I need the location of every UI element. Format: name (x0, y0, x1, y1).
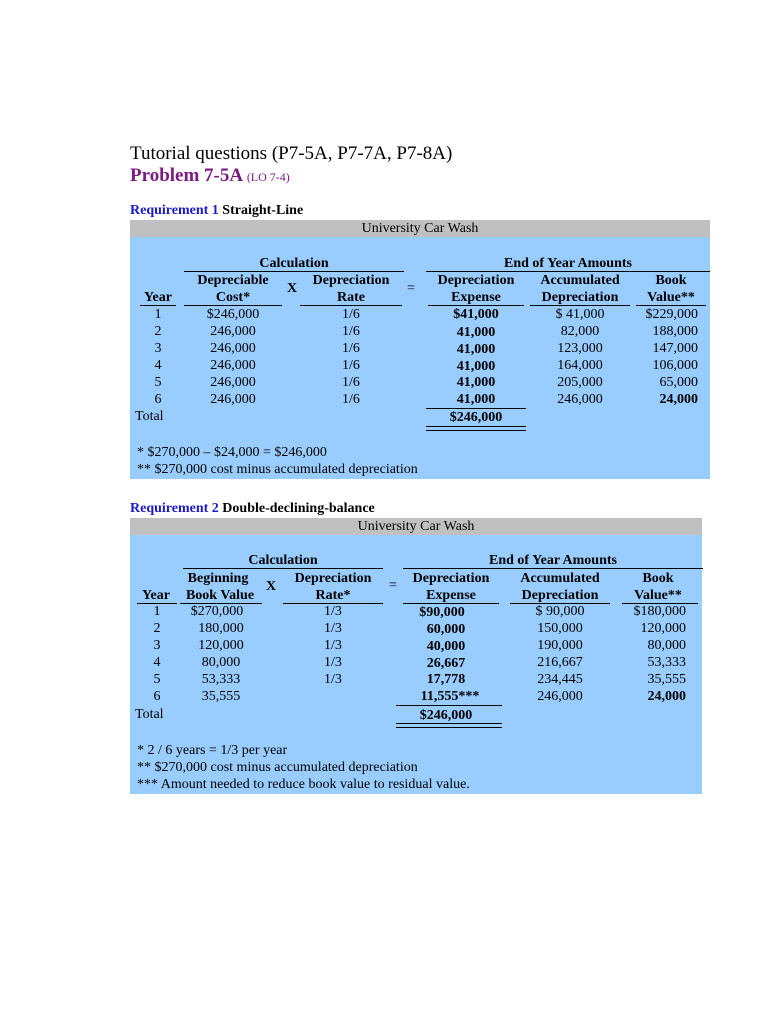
requirement-2-heading (130, 501, 375, 517)
year-header: Year (142, 588, 170, 603)
expense-header-1: Depreciation (412, 571, 490, 586)
total-value: $246,000 (419, 708, 473, 723)
expense-cell: 60,000 (426, 622, 466, 637)
rate-cell: 1/6 (342, 358, 360, 373)
book-value-cell: 24,000 (659, 392, 698, 407)
depreciation-rate-header-2: Rate* (315, 588, 351, 603)
cost-cell: 246,000 (210, 392, 256, 407)
year-cell: 3 (154, 341, 162, 356)
problem-heading (130, 165, 290, 187)
cost-header: Cost* (215, 290, 251, 305)
book-value-cell: 53,333 (201, 672, 241, 687)
requirement-1-title: Straight-Line (222, 203, 304, 218)
expense-cell: 41,000 (456, 392, 496, 407)
total-label: Total (135, 707, 164, 722)
book-value-header-2: Value** (647, 290, 695, 305)
footnote: ** $270,000 cost minus accumulated depreciation (137, 760, 418, 775)
accumulated-cell: $ 41,000 (555, 307, 605, 322)
rate-cell: 1/3 (324, 638, 342, 653)
divider (396, 705, 502, 706)
end-book-value-cell: $180,000 (633, 604, 686, 619)
expense-cell: 41,000 (456, 342, 496, 357)
cost-cell: 246,000 (210, 324, 256, 339)
double-underline (426, 426, 526, 431)
total-value: $246,000 (449, 410, 503, 425)
depreciation-rate-header-1: Depreciation (294, 571, 372, 586)
multiply-operator: X (287, 281, 298, 296)
divider (403, 568, 703, 569)
end-book-value-cell: 24,000 (647, 689, 686, 704)
accumulated-cell: 205,000 (557, 375, 603, 390)
rate-cell: 1/6 (342, 392, 360, 407)
requirement-2-label: Requirement 2 (130, 501, 219, 516)
book-value-cell: 80,000 (201, 655, 241, 670)
year-cell: 4 (154, 358, 162, 373)
year-cell: 3 (153, 638, 161, 653)
year-header: Year (144, 290, 172, 305)
book-value-cell: $270,000 (190, 604, 244, 619)
book-value-header-1: Book (655, 273, 687, 288)
footnote: * $270,000 – $24,000 = $246,000 (137, 445, 327, 460)
rate-cell: 1/6 (342, 324, 360, 339)
accumulated-cell: 190,000 (537, 638, 583, 653)
expense-cell: 26,667 (426, 656, 466, 671)
accumulated-cell: 164,000 (557, 358, 603, 373)
accumulated-header-1: Accumulated (520, 571, 600, 586)
year-cell: 1 (153, 604, 161, 619)
end-book-value-cell: 120,000 (640, 621, 686, 636)
company-band: University Car Wash (130, 220, 710, 237)
accumulated-cell: 246,000 (557, 392, 603, 407)
accumulated-cell: 82,000 (560, 324, 600, 339)
cost-cell: 246,000 (210, 341, 256, 356)
expense-cell: $90,000 (419, 605, 465, 620)
learning-objective: (LO 7-4) (246, 170, 290, 184)
tutorial-title: Tutorial questions (P7-5A, P7-7A, P7-8A) (130, 143, 453, 164)
book-value-cell: 106,000 (652, 358, 698, 373)
calculation-heading: Calculation (248, 553, 318, 568)
footnote: * 2 / 6 years = 1/3 per year (137, 743, 288, 758)
book-value-cell: 120,000 (198, 638, 244, 653)
rate-cell: 1/3 (324, 672, 342, 687)
equals-operator: = (389, 578, 397, 593)
year-cell: 2 (154, 324, 162, 339)
requirement-1-label: Requirement 1 (130, 203, 219, 218)
book-value-cell: 65,000 (659, 375, 698, 390)
rate-cell: 1/3 (324, 655, 342, 670)
accumulated-header-2: Depreciation (521, 588, 599, 603)
book-value-cell: 35,555 (201, 689, 241, 704)
rate-cell: 1/6 (342, 375, 360, 390)
accumulated-header-1: Accumulated (540, 273, 620, 288)
multiply-operator: X (266, 579, 277, 594)
accumulated-cell: 123,000 (557, 341, 603, 356)
cost-cell: 246,000 (210, 358, 256, 373)
depreciation-rate-header-2: Rate (337, 290, 365, 305)
expense-header-2: Expense (451, 290, 501, 305)
expense-header-1: Depreciation (437, 273, 515, 288)
footnote: ** $270,000 cost minus accumulated depreciation (137, 462, 418, 477)
book-value-cell: 147,000 (652, 341, 698, 356)
company-band: University Car Wash (130, 518, 702, 535)
year-cell: 1 (154, 307, 162, 322)
expense-header-2: Expense (426, 588, 476, 603)
expense-cell: $41,000 (453, 307, 499, 322)
end-book-value-cell: 80,000 (647, 638, 686, 653)
year-cell: 2 (153, 621, 161, 636)
cost-cell: $246,000 (206, 307, 260, 322)
expense-cell: 40,000 (426, 639, 466, 654)
end-book-value-cell: 53,333 (647, 655, 686, 670)
year-cell: 4 (153, 655, 161, 670)
accumulated-header-2: Depreciation (541, 290, 619, 305)
book-value-header-2: Value** (634, 588, 682, 603)
book-value-cell: 180,000 (198, 621, 244, 636)
rate-cell: 1/3 (324, 621, 342, 636)
year-cell: 6 (153, 689, 161, 704)
requirement-1-heading (130, 203, 303, 219)
book-value-cell: $229,000 (645, 307, 698, 322)
requirement-2-title: Double-declining-balance (222, 501, 375, 516)
book-value-cell: 188,000 (652, 324, 698, 339)
expense-cell: 41,000 (456, 325, 496, 340)
total-label: Total (135, 409, 164, 424)
end-of-year-heading: End of Year Amounts (489, 553, 617, 568)
expense-cell: 41,000 (456, 375, 496, 390)
double-underline (396, 723, 502, 728)
accumulated-cell: 150,000 (537, 621, 583, 636)
book-value-header-1: Book (642, 571, 674, 586)
cost-cell: 246,000 (210, 375, 256, 390)
expense-cell: 17,778 (426, 672, 466, 687)
end-of-year-heading: End of Year Amounts (504, 256, 632, 271)
rate-cell: 1/6 (342, 341, 360, 356)
depreciable-header: Depreciable (197, 273, 269, 288)
expense-cell: 11,555*** (420, 689, 480, 704)
year-cell: 5 (154, 375, 162, 390)
accumulated-cell: $ 90,000 (535, 604, 585, 619)
footnote: *** Amount needed to reduce book value to residual value. (137, 777, 470, 792)
depreciation-rate-header-1: Depreciation (312, 273, 390, 288)
year-cell: 6 (154, 392, 162, 407)
equals-operator: = (407, 281, 415, 296)
end-book-value-cell: 35,555 (647, 672, 686, 687)
rate-cell: 1/3 (324, 604, 342, 619)
beginning-header: Beginning (187, 571, 249, 586)
expense-cell: 41,000 (456, 359, 496, 374)
divider (183, 568, 383, 569)
accumulated-cell: 234,445 (537, 672, 583, 687)
problem-label: Problem 7-5A (130, 165, 243, 186)
rate-cell: 1/6 (342, 307, 360, 322)
book-value-header: Book Value (185, 588, 255, 603)
calculation-heading: Calculation (259, 256, 329, 271)
year-cell: 5 (153, 672, 161, 687)
accumulated-cell: 246,000 (537, 689, 583, 704)
accumulated-cell: 216,667 (537, 655, 583, 670)
